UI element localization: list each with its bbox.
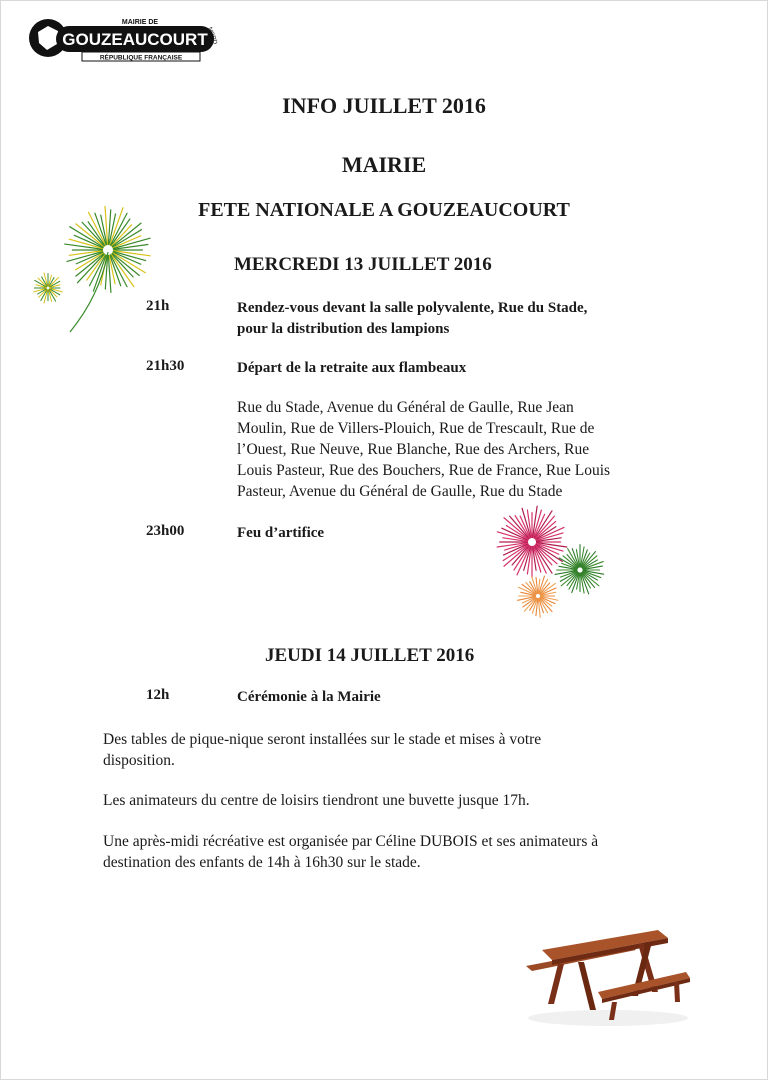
desc-line: Cérémonie à la Mairie — [237, 689, 381, 705]
day1-item-time: 21h — [146, 298, 170, 314]
info-paragraph — [103, 729, 693, 771]
day2-item-desc — [237, 687, 381, 708]
info-paragraph — [103, 831, 693, 873]
para-line: Des tables de pique-nique seront installées sur le stade et mises à votre — [103, 731, 542, 748]
route-text — [237, 397, 667, 502]
day1-item-desc — [237, 298, 587, 340]
desc-line: pour la distribution des lampions — [237, 321, 450, 337]
picnic-table-illustration — [518, 922, 698, 1032]
desc-line: Feu d’artifice — [237, 525, 325, 541]
day1-title: MERCREDI 13 JUILLET 2016 — [234, 254, 492, 275]
day1-item-time: 23h00 — [146, 523, 185, 539]
event-title: FETE NATIONALE A GOUZEAUCOURT — [198, 199, 570, 221]
logo-side-text: NORD — [206, 26, 218, 46]
day1-item-desc — [237, 523, 324, 544]
logo-top-text: MAIRIE DE — [121, 19, 159, 26]
page-title: INFO JUILLET 2016 — [282, 93, 486, 118]
para-line: destination des enfants de 14h à 16h30 sur le stade. — [103, 854, 421, 871]
day1-item-desc — [237, 358, 466, 379]
gouzeaucourt-logo — [28, 14, 218, 62]
day2-title: JEUDI 14 JUILLET 2016 — [265, 645, 475, 666]
day2-item-time: 12h — [146, 687, 170, 703]
desc-line: Rendez-vous devant la salle polyvalente, Rue du Stade, — [237, 300, 588, 316]
para-line: disposition. — [103, 752, 175, 769]
day1-item-time: 21h30 — [146, 358, 185, 374]
page-subtitle: MAIRIE — [341, 152, 427, 177]
para-line: Une après-midi récréative est organisée par Céline DUBOIS et ses animateurs à — [103, 833, 599, 850]
firework-right-illustration — [488, 500, 613, 625]
para-line: Les animateurs du centre de loisirs tiendront une buvette jusque 17h. — [103, 792, 530, 809]
route-line: Louis Pasteur, Rue des Bouchers, Rue de France, Rue Louis — [237, 462, 611, 479]
logo-name: GOUZEAUCOURT — [62, 30, 208, 49]
info-paragraph — [103, 790, 693, 811]
route-line: l’Ouest, Rue Neuve, Rue Blanche, Rue des Archers, Rue — [237, 441, 590, 458]
logo-bottom-text: RÉPUBLIQUE FRANÇAISE — [99, 54, 183, 62]
desc-line: Départ de la retraite aux flambeaux — [237, 360, 467, 376]
route-line: Pasteur, Avenue du Général de Gaulle, Rue du Stade — [237, 483, 563, 500]
route-line: Rue du Stade, Avenue du Général de Gaulle, Rue Jean — [237, 399, 574, 416]
route-line: Moulin, Rue de Villers-Plouich, Rue de Trescault, Rue de — [237, 420, 595, 437]
